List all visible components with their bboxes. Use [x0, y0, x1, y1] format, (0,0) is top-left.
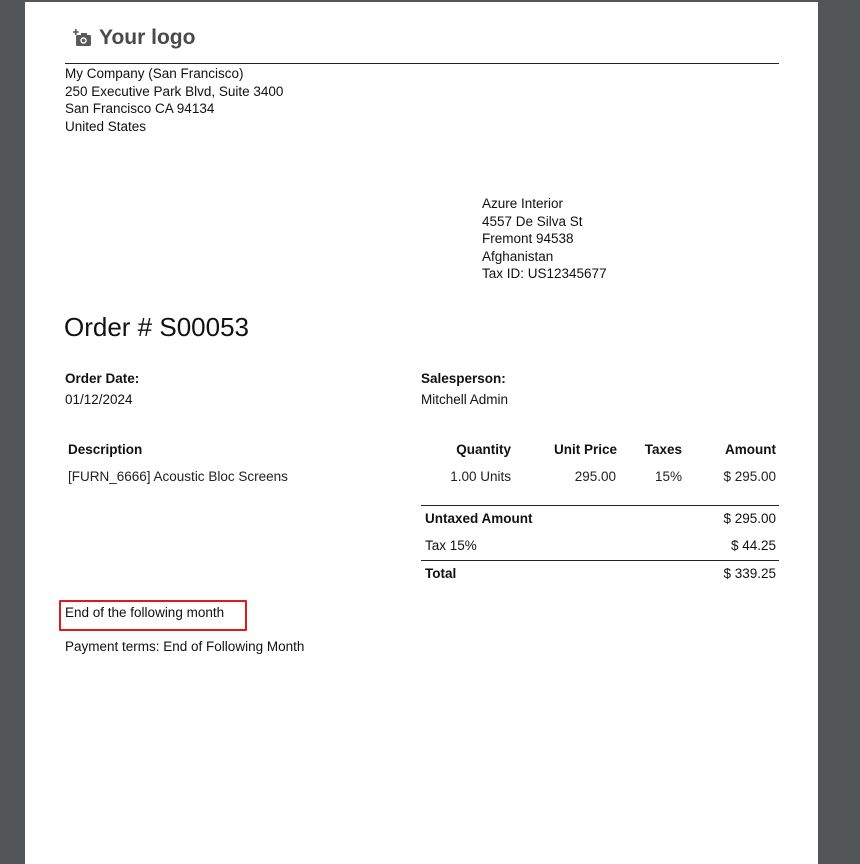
salesperson-value: Mitchell Admin [421, 392, 509, 407]
row-unit-price: 295.00 [574, 469, 616, 484]
order-date-label: Order Date: [65, 371, 140, 386]
payment-terms: Payment terms: End of Following Month [65, 639, 305, 654]
column-header-unit-price: Unit Price [553, 442, 617, 457]
column-header-taxes: Taxes [644, 442, 682, 457]
header-divider [65, 63, 779, 64]
row-description: [FURN_6666] Acoustic Bloc Screens [68, 469, 288, 484]
customer-street: 4557 De Silva St [482, 213, 583, 229]
logo-text: Your logo [99, 26, 196, 49]
tax-value: $ 44.25 [730, 538, 776, 553]
customer-address [482, 195, 607, 283]
company-name: My Company (San Francisco) [65, 66, 244, 81]
row-amount: $ 295.00 [723, 469, 776, 484]
company-address [65, 65, 283, 135]
customer-name: Azure Interior [482, 196, 564, 211]
highlight-box [59, 600, 247, 631]
tax-label: Tax 15% [425, 538, 477, 553]
row-quantity: 1.00 Units [450, 469, 511, 484]
order-date-value: 01/12/2024 [65, 392, 133, 407]
customer-tax-id: Tax ID: US12345677 [482, 266, 607, 281]
row-taxes: 15% [654, 469, 682, 484]
total-divider [421, 560, 779, 561]
customer-city: Fremont 94538 [482, 231, 574, 246]
untaxed-amount-label: Untaxed Amount [425, 511, 533, 526]
salesperson-label: Salesperson: [421, 371, 506, 386]
column-header-quantity: Quantity [456, 442, 511, 457]
total-value: $ 339.25 [723, 566, 776, 581]
company-logo [73, 26, 195, 50]
company-country: United States [65, 118, 147, 134]
total-label: Total [425, 566, 457, 581]
salesperson-block [421, 370, 508, 408]
camera-plus-icon [73, 29, 93, 47]
document-page [25, 2, 818, 864]
customer-country: Afghanistan [482, 248, 554, 264]
column-header-amount: Amount [725, 442, 776, 457]
untaxed-amount-value: $ 295.00 [723, 511, 776, 526]
column-header-description: Description [68, 442, 143, 457]
order-date-block [65, 370, 139, 408]
totals-top-divider [421, 505, 779, 506]
order-title: Order # S00053 [64, 312, 250, 342]
company-city: San Francisco CA 94134 [65, 101, 215, 116]
company-street: 250 Executive Park Blvd, Suite 3400 [65, 83, 284, 99]
payment-note: End of the following month [65, 605, 225, 620]
